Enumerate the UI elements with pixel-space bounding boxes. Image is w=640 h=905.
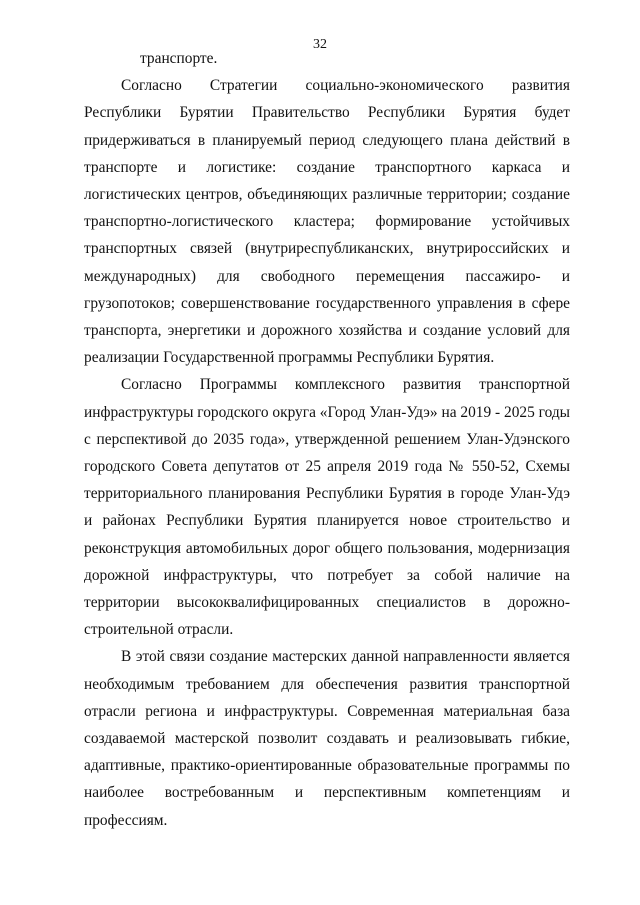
paragraph-continuation: транспорте.: [140, 50, 218, 67]
paragraph-program: Согласно Программы комплексного развития транспортной инфраструктуры городского округа «Город Улан-Удэ» на 2019 - 2025 годы с перспективой до 2035 года», утвержденной решением Улан-Удэнского городского Совета депутатов от 25 апреля 2019 года № 550-52, Схемы территориального планирования Республики Бурятия в городе Улан-Удэ и районах Республики Бурятия планируется новое строительство и реконструкция автомобильных дорог общего пользования, модернизация дорожной инфраструктуры, что потребует за собой наличие на территории высококвалифицированных специалистов в дорожно-строительной отрасли.: [84, 376, 570, 639]
paragraph-strategy: Согласно Стратегии социально-экономического развития Республики Бурятии Правительство Республики Бурятия будет придерживаться в планируемый период следующего плана действий в транспорте и логистике: создание транспортного каркаса и логистических центров, объединяющих различные территории; создание транспортно-логистического кластера; формирование устойчивых транспортных связей (внутриреспубликанских, внутрироссийских и международных) для свободного перемещения пассажиро- и грузопотоков; совершенствование государственного управления в сфере транспорта, энергетики и дорожного хозяйства и создание условий для реализации Государственной программы Республики Бурятия.: [84, 77, 570, 367]
page-number: 32: [313, 37, 327, 52]
document-body: [84, 45, 570, 834]
paragraph-conclusion: В этой связи создание мастерских данной направленности является необходимым требованием для обеспечения развития транспортной отрасли региона и инфраструктуры. Современная материальная база создаваемой мастерской позволит создавать и реализовывать гибкие, адаптивные, практико-ориентированные образовательные программы по наиболее востребованным и перспективным компетенциям и профессиям.: [84, 648, 570, 829]
